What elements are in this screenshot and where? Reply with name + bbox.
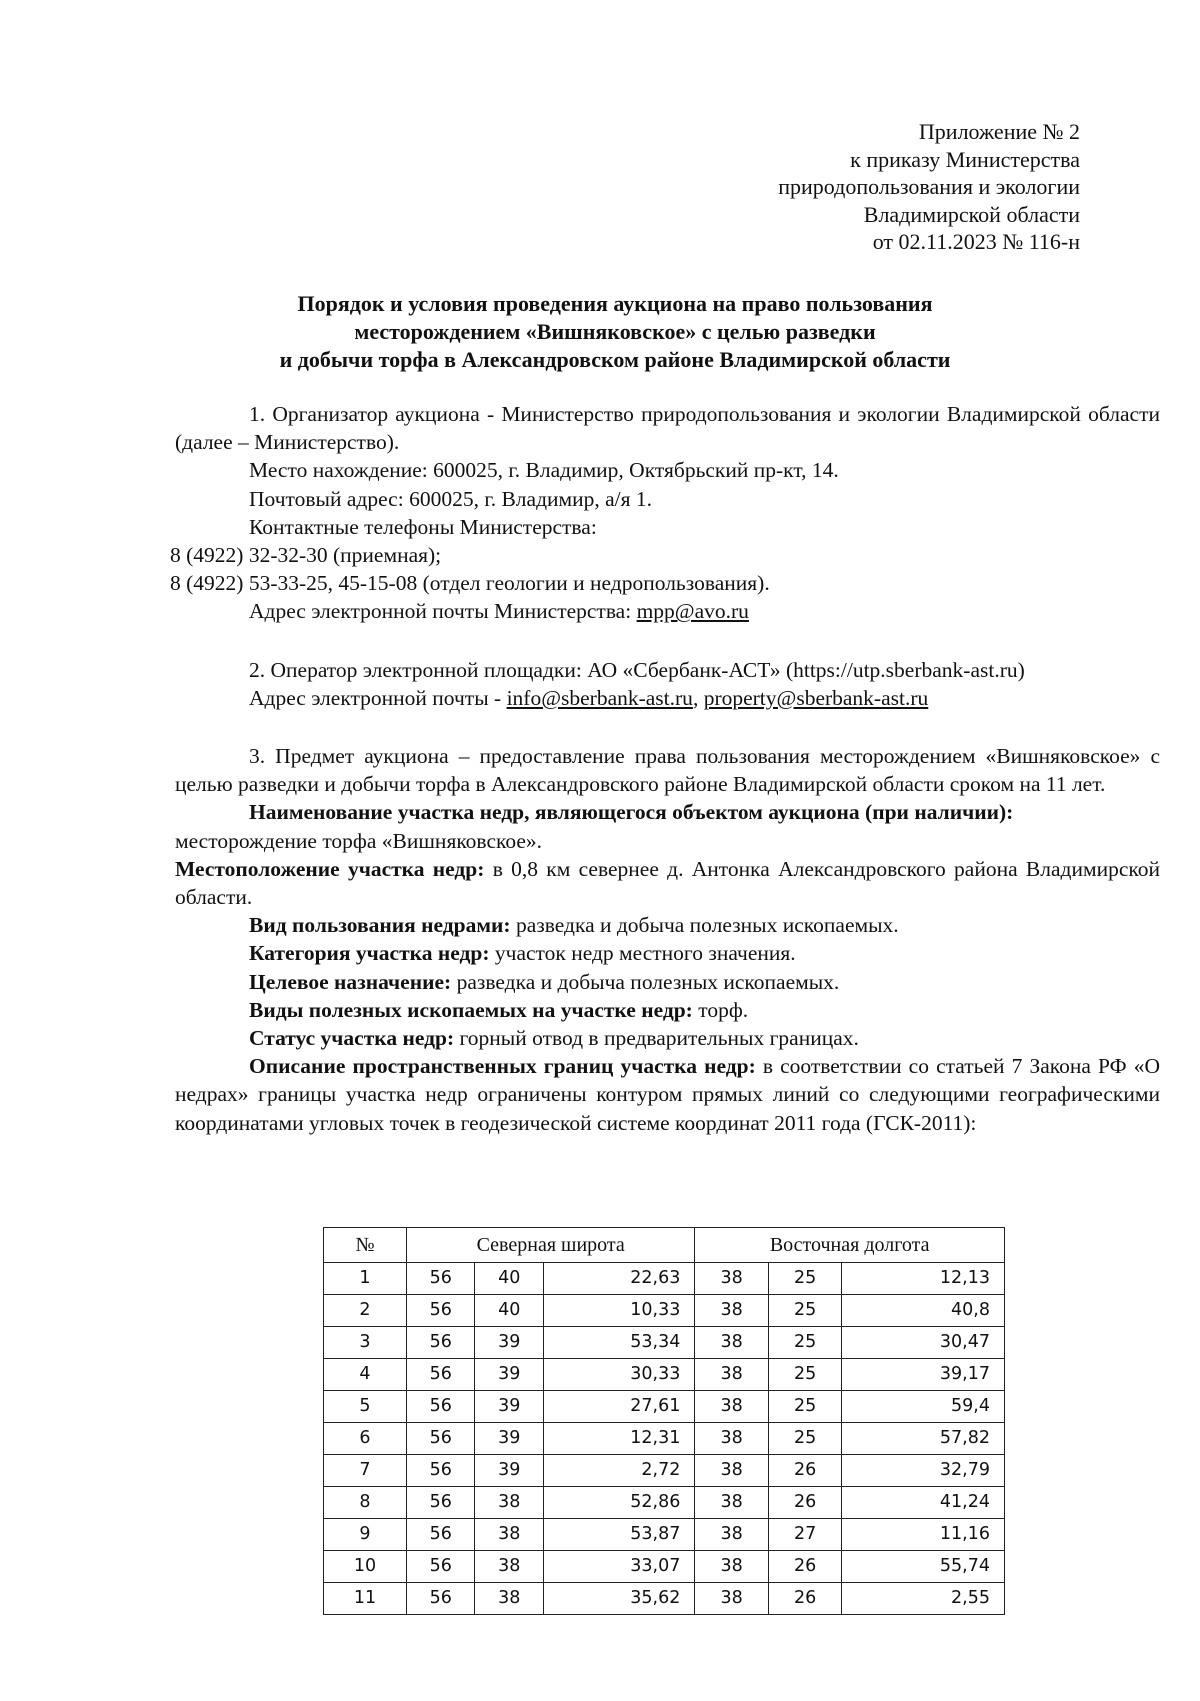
lon-seconds-cell: 40,8	[842, 1295, 1005, 1327]
title-line-1: Порядок и условия проведения аукциона на право пользования	[297, 291, 933, 316]
lat-seconds-cell: 22,63	[543, 1263, 694, 1295]
subsoil-location-label: Местоположение участка недр:	[175, 856, 485, 881]
lon-minutes-cell: 25	[768, 1359, 842, 1391]
lon-seconds-cell: 57,82	[842, 1423, 1005, 1455]
subsoil-name-label: Наименование участка недр, являющегося объектом аукциона (при наличии):	[249, 800, 1014, 825]
auction-subject-paragraph: 3. Предмет аукциона – предоставление права пользования месторождением «Вишняковское» с целью разведки и добычи торфа в Александровского районе Владимирской области сроком на 11 лет.	[175, 744, 1160, 797]
lat-seconds-cell: 30,33	[543, 1359, 694, 1391]
table-row	[324, 1519, 1005, 1551]
point-number-cell: 1	[324, 1263, 407, 1295]
lon-minutes-cell: 25	[768, 1423, 842, 1455]
lon-minutes-cell: 26	[768, 1487, 842, 1519]
minerals-label: Виды полезных ископаемых на участке недр:	[249, 997, 693, 1022]
status-line	[175, 1024, 1160, 1052]
coordinates-header-row	[324, 1228, 1005, 1263]
organizer-paragraph: 1. Организатор аукциона - Министерство природопользования и экологии Владимирской области (далее – Министерство).	[175, 402, 1160, 455]
phone-line-2: 8 (4922) 53-33-25, 45-15-08 (отдел геологии и недропользования).	[170, 571, 770, 596]
point-number-cell: 6	[324, 1423, 407, 1455]
point-number-cell: 3	[324, 1327, 407, 1359]
lon-degrees-cell: 38	[695, 1423, 769, 1455]
lon-degrees-cell: 38	[695, 1455, 769, 1487]
lat-seconds-cell: 33,07	[543, 1551, 694, 1583]
point-number-cell: 9	[324, 1519, 407, 1551]
spacer	[175, 712, 1160, 742]
lon-minutes-cell: 25	[768, 1327, 842, 1359]
lat-minutes-cell: 40	[475, 1295, 543, 1327]
lon-minutes-cell: 25	[768, 1391, 842, 1423]
appendix-header	[778, 118, 1080, 256]
purpose-line	[175, 968, 1160, 996]
lat-degrees-cell: 56	[407, 1519, 475, 1551]
borders-label: Описание пространственных границ участка недр:	[249, 1054, 756, 1079]
coordinates-table	[323, 1227, 1005, 1615]
lat-degrees-cell: 56	[407, 1391, 475, 1423]
borders-paragraph	[175, 1052, 1160, 1137]
lon-degrees-cell: 38	[695, 1295, 769, 1327]
lon-degrees-cell: 38	[695, 1391, 769, 1423]
purpose-value: разведка и добыча полезных ископаемых.	[451, 969, 840, 994]
table-row	[324, 1359, 1005, 1391]
usage-line	[175, 911, 1160, 939]
lon-degrees-cell: 38	[695, 1327, 769, 1359]
minerals-line	[175, 996, 1160, 1024]
lon-minutes-cell: 26	[768, 1583, 842, 1615]
category-value: участок недр местного значения.	[489, 941, 796, 966]
ministry-email-link[interactable]: mpp@avo.ru	[636, 599, 749, 624]
lat-seconds-cell: 35,62	[543, 1583, 694, 1615]
lon-seconds-cell: 11,16	[842, 1519, 1005, 1551]
lat-minutes-cell: 38	[475, 1519, 543, 1551]
lat-seconds-cell: 52,86	[543, 1487, 694, 1519]
lat-seconds-cell: 53,87	[543, 1519, 694, 1551]
point-number-cell: 11	[324, 1583, 407, 1615]
phone-line-1: 8 (4922) 32-32-30 (приемная);	[170, 543, 442, 568]
coordinates-body	[324, 1263, 1005, 1615]
table-row	[324, 1583, 1005, 1615]
lon-seconds-cell: 30,47	[842, 1327, 1005, 1359]
minerals-value: торф.	[692, 997, 749, 1022]
appendix-ministry-line: природопользования и экологии	[778, 174, 1080, 199]
lon-seconds-cell: 39,17	[842, 1359, 1005, 1391]
lat-degrees-cell: 56	[407, 1327, 475, 1359]
appendix-order-line: к приказу Министерства	[850, 146, 1080, 172]
point-number-cell: 4	[324, 1359, 407, 1391]
lat-minutes-cell: 39	[475, 1423, 543, 1455]
lon-minutes-cell: 25	[768, 1295, 842, 1327]
lat-degrees-cell: 56	[407, 1359, 475, 1391]
lon-degrees-cell: 38	[695, 1263, 769, 1295]
lon-seconds-cell: 2,55	[842, 1583, 1005, 1615]
lat-seconds-cell: 10,33	[543, 1295, 694, 1327]
operator-email-link-2[interactable]: property@sberbank-ast.ru	[703, 685, 929, 710]
header-east-longitude: Восточная долгота	[695, 1228, 1005, 1263]
usage-label: Вид пользования недрами:	[249, 913, 511, 938]
title-line-2: месторождением «Вишняковское» с целью разведки	[354, 319, 876, 344]
lon-degrees-cell: 38	[695, 1487, 769, 1519]
usage-value: разведка и добыча полезных ископаемых.	[510, 913, 899, 938]
lat-minutes-cell: 40	[475, 1263, 543, 1295]
ministry-email-line	[175, 597, 1160, 625]
category-label: Категория участка недр:	[249, 941, 490, 966]
point-number-cell: 8	[324, 1487, 407, 1519]
table-row	[324, 1391, 1005, 1423]
table-row	[324, 1487, 1005, 1519]
lat-minutes-cell: 38	[475, 1551, 543, 1583]
lat-minutes-cell: 39	[475, 1455, 543, 1487]
table-row	[324, 1327, 1005, 1359]
point-number-cell: 7	[324, 1455, 407, 1487]
lat-degrees-cell: 56	[407, 1455, 475, 1487]
operator-email-line	[175, 684, 1160, 712]
lon-minutes-cell: 26	[768, 1455, 842, 1487]
lat-degrees-cell: 56	[407, 1295, 475, 1327]
lat-degrees-cell: 56	[407, 1423, 475, 1455]
lon-degrees-cell: 38	[695, 1519, 769, 1551]
lon-seconds-cell: 32,79	[842, 1455, 1005, 1487]
header-north-latitude: Северная широта	[407, 1228, 695, 1263]
lon-seconds-cell: 59,4	[842, 1391, 1005, 1423]
table-row	[324, 1455, 1005, 1487]
lon-minutes-cell: 26	[768, 1551, 842, 1583]
title-line-3: и добычи торфа в Александровском районе Владимирской области	[279, 347, 951, 372]
point-number-cell: 5	[324, 1391, 407, 1423]
lat-minutes-cell: 39	[475, 1391, 543, 1423]
lon-seconds-cell: 41,24	[842, 1487, 1005, 1519]
point-number-cell: 10	[324, 1551, 407, 1583]
lon-seconds-cell: 55,74	[842, 1551, 1005, 1583]
subsoil-location-paragraph	[175, 855, 1160, 911]
purpose-label: Целевое назначение:	[249, 969, 452, 994]
subsoil-location-value: в 0,8 км севернее д. Антонка Александровского района Владимирской области.	[175, 856, 1160, 910]
lon-degrees-cell: 38	[695, 1551, 769, 1583]
ministry-email-label: Адрес электронной почты Министерства:	[249, 599, 637, 624]
lat-seconds-cell: 53,34	[543, 1327, 694, 1359]
lat-minutes-cell: 38	[475, 1487, 543, 1519]
status-label: Статус участка недр:	[249, 1026, 455, 1051]
spacer	[175, 626, 1160, 656]
document-body	[170, 400, 1161, 1137]
email-separator: ,	[692, 685, 704, 710]
operator-email-label: Адрес электронной почты -	[249, 685, 507, 710]
lat-minutes-cell: 39	[475, 1359, 543, 1391]
lon-degrees-cell: 38	[695, 1583, 769, 1615]
table-row	[324, 1423, 1005, 1455]
lon-minutes-cell: 25	[768, 1263, 842, 1295]
lat-seconds-cell: 2,72	[543, 1455, 694, 1487]
operator-line: 2. Оператор электронной площадки: АО «Сбербанк-АСТ» (https://utp.sberbank-ast.ru)	[249, 657, 1025, 682]
lon-degrees-cell: 38	[695, 1359, 769, 1391]
appendix-date-line: от 02.11.2023 № 116-н	[872, 229, 1080, 254]
subsoil-name-value: месторождение торфа «Вишняковское».	[175, 828, 543, 853]
lat-degrees-cell: 56	[407, 1263, 475, 1295]
status-value: горный отвод в предварительных границах.	[454, 1026, 859, 1051]
borders-value: в соответствии со статьей 7 Закона РФ «О недрах» границы участка недр ограничены контуром прямых линий со следующими географическими координатами угловых точек в геодезической системе координат 2011 года (ГСК-2011):	[175, 1054, 1161, 1135]
lat-minutes-cell: 38	[475, 1583, 543, 1615]
location-line: Место нахождение: 600025, г. Владимир, Октябрьский пр-кт, 14.	[249, 458, 839, 483]
point-number-cell: 2	[324, 1295, 407, 1327]
document-title	[150, 290, 1080, 374]
postal-line: Почтовый адрес: 600025, г. Владимир, а/я 1.	[249, 486, 653, 511]
lat-seconds-cell: 27,61	[543, 1391, 694, 1423]
operator-email-link-1[interactable]: info@sberbank-ast.ru	[506, 685, 693, 710]
table-row	[324, 1295, 1005, 1327]
lat-degrees-cell: 56	[407, 1551, 475, 1583]
table-row	[324, 1263, 1005, 1295]
header-number: №	[324, 1228, 407, 1263]
lat-seconds-cell: 12,31	[543, 1423, 694, 1455]
table-row	[324, 1551, 1005, 1583]
category-line	[175, 939, 1160, 967]
appendix-number: Приложение № 2	[918, 119, 1080, 144]
lat-degrees-cell: 56	[407, 1583, 475, 1615]
lon-seconds-cell: 12,13	[842, 1263, 1005, 1295]
lat-degrees-cell: 56	[407, 1487, 475, 1519]
appendix-region-line: Владимирской области	[863, 201, 1080, 227]
lon-minutes-cell: 27	[768, 1519, 842, 1551]
phones-label: Контактные телефоны Министерства:	[249, 514, 597, 539]
lat-minutes-cell: 39	[475, 1327, 543, 1359]
